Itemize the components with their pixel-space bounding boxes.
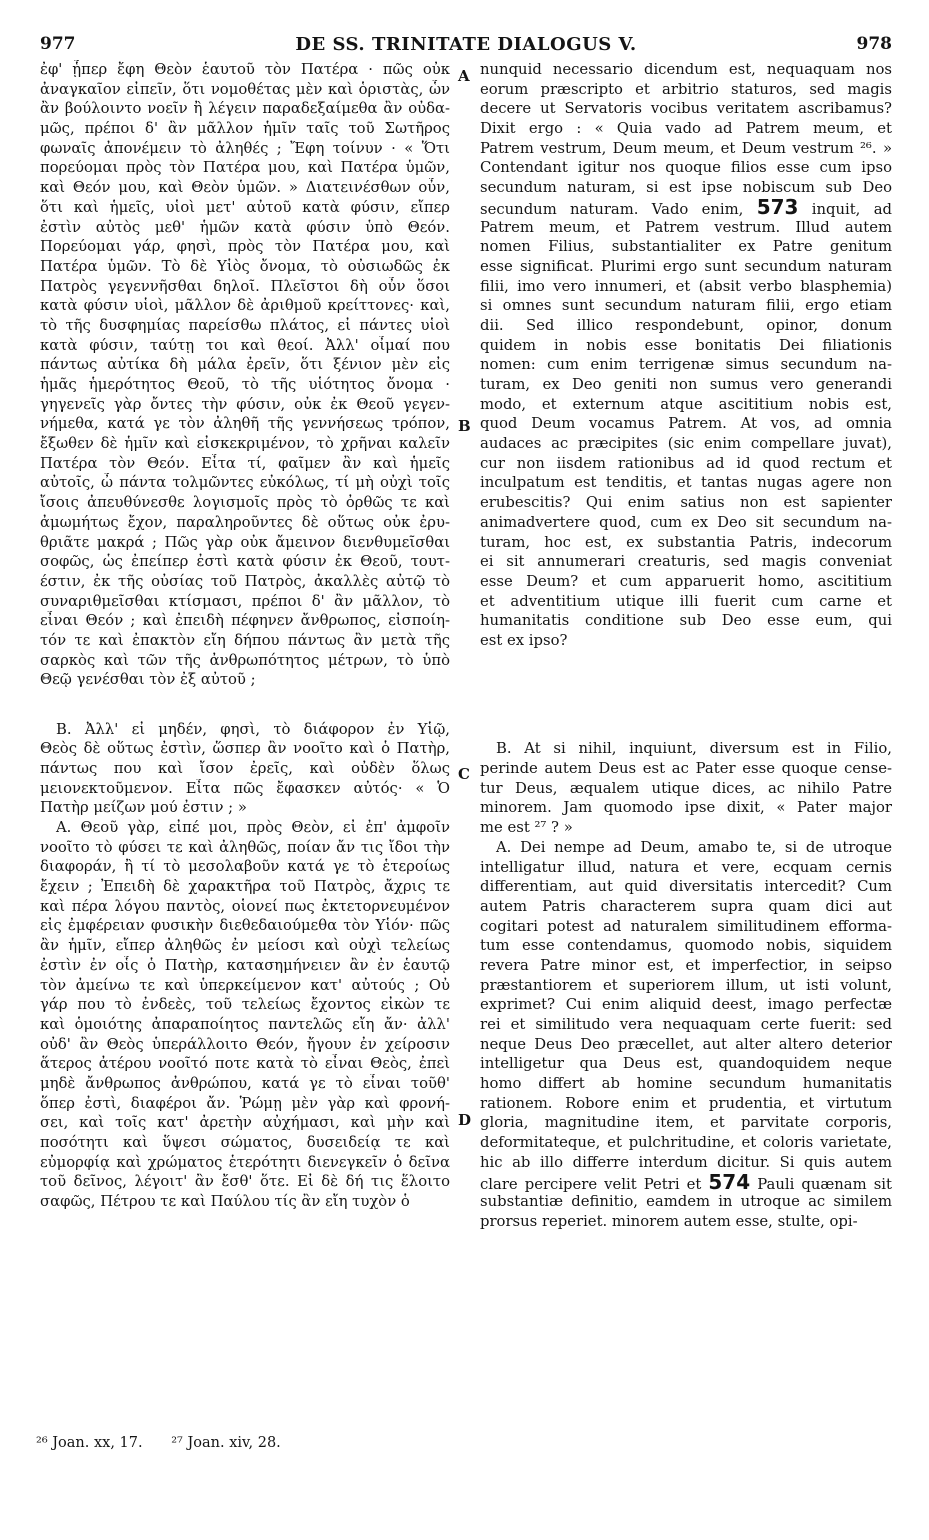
latin-text-line: rationem. Robore enim et prudentia, et virtutum (480, 1094, 892, 1112)
greek-column (40, 60, 450, 1212)
greek-text-line: συναριθμεῖσθαι κτίσμασι, πρέποι δ' ἂν μᾶλλον, τὸ (40, 592, 450, 610)
greek-text-line: σοφῶς, ὡς ἐπείπερ ἐστὶ κατὰ φύσιν ἐκ Θεοῦ, τουτ- (40, 553, 450, 571)
greek-text-line: ἅτερος ἀτέρου νοοῖτό ποτε κατὰ τὸ εἶναι Θεὸς, ἐπεὶ (40, 1055, 450, 1073)
page-number-right: 978 (856, 34, 892, 54)
latin-text-line: inculpatum est tenditis, et tantas nugas agere non (480, 474, 892, 492)
latin-text-line: audaces ac præcipites (sic enim compellare juvat), (480, 435, 892, 453)
latin-text-line: quidem in nobis esse bonitatis Dei filiationis (480, 336, 892, 354)
greek-text-line: πάντως αὐτίκα δὴ μάλα ἐρεῖν, ὅτι ξένιον μὲν εἰς (40, 356, 450, 374)
greek-text-line: τὸ τῆς δυσφημίας παρείσθω πλάτος, εἰ πάντες υἱοὶ (40, 316, 450, 334)
footnote-27: ²⁷ Joan. xiv, 28. (171, 1435, 281, 1451)
greek-text-line: καὶ πέρα λόγου παντὸς, οἱονεί πως ἐκτετορνευμένον (40, 897, 450, 915)
greek-text-line: αὐτοῖς, ὦ πάντα τολμῶντες εὐκόλως, τί μὴ οὐχὶ τοῖς (40, 474, 450, 492)
greek-text-line: μῶς, πρέποι δ' ἂν μᾶλλον ἡμῖν ταῖς τοῦ Σωτῆρος (40, 120, 450, 138)
greek-text-line: σαρκὸς καὶ τῶν τῆς ἀνθρωπότητος μέτρων, τὸ ὑπὸ (40, 651, 450, 669)
latin-text-line: Contendant igitur nos quoque filios esse cum ipso (480, 159, 892, 177)
latin-text-line: turam, hoc est, ex substantia Patris, indecorum (480, 533, 892, 551)
latin-text-line: et adventitium utique illi fuerit cum carne et (480, 592, 892, 610)
greek-text-line: εἰς ἐμφέρειαν φυσικὴν διεθεδαιούμεθα τὸν Υἱόν· πῶς (40, 917, 450, 935)
greek-text-line: πορεύομαι πρὸς τὸν Πατέρα μου, καὶ Πατέρα ὑμῶν, (40, 159, 450, 177)
greek-text-line: μειονεκτοῦμενον. Εἶτα πῶς ἔφασκεν αὐτός· « Ὁ (40, 779, 450, 797)
latin-text-line: Patrem vestrum, Deum meum, et Deum vestrum ²⁶. » (480, 139, 892, 157)
greek-text-line: νήμεθα, κατά γε τὸν ἀληθῆ τῆς γεννήσεως τρόπον, (40, 415, 450, 433)
greek-text-line: Θεὸς δὲ οὕτως ἐστὶν, ὥσπερ ἂν νοοῖτο καὶ ὁ Πατὴρ, (40, 740, 450, 758)
greek-text-line: έστιν, ἐκ τῆς οὐσίας τοῦ Πατρὸς, ἀκαλλὲς αὐτῷ τὸ (40, 572, 450, 590)
greek-text-line: ἀναγκαῖον εἰπεῖν, ὅτι νομοθέτας μὲν καὶ ὁριστὰς, ὧν (40, 80, 450, 98)
greek-text-line: τὸν ἀμείνω τε καὶ ὑπερκείμενον κατ' αὐτούς ; Οὐ (40, 976, 450, 994)
latin-column (480, 60, 892, 1232)
greek-text-line: εἶναι Θεόν ; καὶ ἐπειδὴ πέφηνεν ἄνθρωπος, εἰσποίη- (40, 612, 450, 630)
greek-text-line: Θεῷ γενέσθαι τὸν ἐξ αὐτοῦ ; (40, 671, 256, 689)
greek-text-line: οὐδ' ἂν Θεὸς ὑπεράλλοιτο Θεόν, ἤγουν ἐν χείροσιν (40, 1035, 450, 1053)
latin-text-line: me est ²⁷ ? » (480, 819, 573, 837)
latin-text-line: turam, ex Deo geniti non sumus vero generandi (480, 376, 892, 393)
latin-text-line: substantiæ definitio, eamdem in utroque ac similem (480, 1193, 892, 1211)
latin-text-line: humanitatis conditione sub Deo esse eum, qui (480, 612, 892, 630)
latin-text-line: hic ab illo differre interdum dicitur. Si quis autem (480, 1153, 892, 1171)
greek-text-line: Πατέρα τὸν Θεόν. Εἶτα τί, φαῖμεν ἂν καὶ ἡμεῖς (40, 454, 450, 472)
footnote-26: ²⁶ Joan. xx, 17. (36, 1435, 143, 1451)
greek-text-line: θριᾶτε μακρά ; Πῶς γὰρ οὐκ ἄμεινον διενθυμεῖσθαι (40, 533, 450, 551)
latin-text-line: homo differt ab homine secundum humanitatis (480, 1075, 892, 1093)
latin-text-line: nomen Filius, substantialiter ex Patre genitum (480, 238, 892, 256)
greek-text-line: πάντως που καὶ ἴσον ἐρεῖς, καὶ οὐδὲν ὅλως (40, 759, 450, 777)
latin-text-line: intelligatur illud, natura et vere, ecquam cernis (480, 858, 892, 876)
greek-text-line: ὅπερ ἐστὶ, διαφέροι ἄν. Ῥώμῃ μὲν γὰρ καὶ φρονή- (40, 1094, 450, 1112)
running-title: DE SS. TRINITATE DIALOGUS V. (295, 34, 637, 55)
latin-text-line: minorem. Jam quomodo ipse dixit, « Pater major (480, 799, 892, 817)
margin-letter-c: C (458, 765, 470, 783)
greek-text-line: ἔξωθεν δὲ ἡμῖν καὶ εἰσκεκριμένον, τὸ χρῆναι καλεῖν (40, 435, 450, 453)
latin-text-line: esse Deum? et cum apparuerit homo, ascititium (480, 572, 892, 590)
latin-text-line: deformitateque, et pulchritudine, et coloris varietate, (480, 1134, 892, 1152)
latin-text-line: B. At si nihil, inquiunt, diversum est in Filio, (496, 740, 892, 758)
greek-text-line: μηδὲ ἄνθρωπος ἀνθρώπου, κατά γε τὸ εἶναι τοῦθ' (40, 1074, 450, 1092)
greek-text-line: Α. Θεοῦ γὰρ, εἰπέ μοι, πρὸς Θεὸν, εἰ ἐπ' ἀμφοῖν (56, 819, 450, 837)
latin-text-line: modo, et externum atque ascititium nobis est, (480, 395, 892, 413)
paragraph-gap (40, 690, 450, 720)
margin-letter-b: B (458, 417, 471, 435)
margin-letter-d: D (458, 1111, 472, 1129)
latin-text-line: decere ut Servatoris vocibus veritatem ascribamus? (480, 100, 892, 118)
latin-text-line: tur Deus, æqualem utique dices, ac nihilo Patre (480, 779, 892, 797)
greek-text-line: τόν τε καὶ ἐπακτὸν εἴη δήπου πάντως ἂν μετὰ τῆς (40, 631, 450, 649)
paragraph-gap (480, 651, 892, 681)
latin-text-line: Dixit ergo : « Quia vado ad Patrem meum, et (480, 120, 892, 138)
latin-text-line: si omnes sunt secundum naturam filii, ergo etiam (480, 297, 892, 315)
greek-text-line: ἡμᾶς ἡμερότητος Θεοῦ, τὸ τῆς υἱότητος ὄνομα · (40, 376, 450, 393)
latin-text-line: rei et similitudo vera nequaquam certe fuerit: sed (480, 1016, 892, 1034)
greek-text-line: ἀμωμήτως ἔχον, παραληροῦντες δὲ οὕτως οὐκ ἐρυ- (40, 513, 450, 531)
latin-text-line: clare percipere velit Petri et 574 Pauli quænam sit (480, 1173, 892, 1193)
latin-text-line: intelligetur qua Deus est, quandoquidem neque (480, 1055, 892, 1073)
latin-text-line: erubescitis? Qui enim satius non est sapienter (480, 494, 892, 512)
running-header (40, 34, 892, 56)
latin-text-line: filii, imo vero innumeri, et (absit verbo blasphemia) (480, 277, 892, 295)
greek-text-line: ἐφ' ᾗπερ ἔφη Θεὸν ἑαυτοῦ τὸν Πατέρα · πῶς οὐκ (40, 61, 450, 78)
latin-text-line: ei sit annumerari creaturis, sed magis conveniat (480, 553, 892, 571)
greek-text-line: τοῦ δεῖνος, λέγοιτ' ἂν ἔσθ' ὅτε. Εἰ δὲ δή τις ἕλοιτο (40, 1173, 450, 1191)
latin-text-line: neque Deus Deo præcellet, aut alter altero deterior (480, 1035, 892, 1053)
latin-text-line: nomen: cum enim terrigenæ simus secundum na- (480, 356, 892, 374)
latin-text-line: esse significat. Plurimi ergo sunt secundum naturam (480, 257, 892, 275)
greek-text-line: κατὰ φύσιν, ταύτῃ τοι καὶ θεοί. Ἀλλ' οἶμαί που (40, 336, 450, 354)
latin-text-line: secundum naturam. Vado enim, 573 inquit, ad (480, 198, 892, 218)
margin-letter-a: A (458, 67, 470, 85)
paragraph-gap (480, 710, 892, 740)
greek-text-line: φωναῖς ἀπονέμειν τὸ ἀληθές ; Ἔφη τοίνυν · « Ὅτι (40, 139, 450, 157)
greek-text-line: ἂν ἡμῖν, εἴπερ ἀληθῶς ἐν μείοσι καὶ οὐχὶ τελείως (40, 937, 450, 955)
greek-text-line: καὶ ὁμοιότης ἀπαραποίητος παντελῶς εἴη ἄν· ἀλλ' (40, 1015, 450, 1033)
greek-text-line: Πατέρα ὑμῶν. Τὸ δὲ Υἱὸς ὄνομα, τὸ οὐσιωδῶς ἐκ (40, 257, 450, 275)
latin-text-line: exprimet? Cui enim aliquid deest, imago perfectæ (480, 996, 892, 1014)
latin-text-line: præstantiorem et superiorem illum, ut isti volunt, (480, 976, 892, 994)
greek-text-line: εὐμορφίᾳ καὶ χρώματος ἑτερότητι διενεγκεῖν ὁ δεῖνα (40, 1153, 450, 1171)
page-number-left: 977 (40, 34, 76, 54)
paragraph-gap (480, 680, 892, 710)
greek-text-line: γηγενεῖς γὰρ ὄντες τὴν φύσιν, οὐκ ἐκ Θεοῦ γεγεν- (40, 395, 450, 413)
latin-text-line: revera Patre minor est, et imperfectior, in seipso (480, 956, 892, 974)
latin-text-line: cogitari potest ad naturalem similitudinem efforma- (480, 917, 892, 935)
latin-text-line: dii. Sed illico respondebunt, opinor, donum (480, 316, 892, 334)
greek-text-line: ἔχειν ; Ἐπειδὴ δὲ χαρακτῆρα τοῦ Πατρὸς, ἄχρις τε (40, 878, 450, 896)
greek-text-line: διαφοράν, ἢ τί τὸ μεσολαβοῦν κατά γε τὸ ἑτεροίως (40, 858, 450, 876)
greek-text-line: Πατρὸς γεγεννῆσθαι δηλοῖ. Πλεῖστοι δὴ οὖν ὅσοι (40, 277, 450, 295)
greek-text-line: καὶ Θεόν μου, καὶ Θεὸν ὑμῶν. » Διατεινέσθων οὖν, (40, 179, 450, 197)
greek-text-line: ἐστὶν ἐν οἷς ὁ Πατὴρ, κατασημήνειεν ἂν ἐν ἑαυτῷ (40, 956, 450, 974)
latin-text-line: autem Patris characterem supra quam dici aut (480, 897, 892, 915)
greek-text-line: γάρ που τὸ ἐνδεὲς, τοῦ τελείως ἔχοντος εἰκὼν τε (40, 996, 450, 1014)
latin-text-line: nunquid necessario dicendum est, nequaquam nos (480, 61, 892, 78)
latin-text-line: prorsus reperiet. minorem autem esse, stulte, opi- (480, 1212, 858, 1230)
marginal-page-number: 573 (756, 197, 799, 218)
latin-text-line: animadvertere quod, cum ex Deo sit secundum na- (480, 513, 892, 531)
greek-text-line: νοοῖτο τὸ φύσει τε καὶ ἀληθῶς, ποίαν ἄν τις ἴδοι τὴν (40, 838, 450, 856)
latin-text-line: A. Dei nempe ad Deum, amabo te, si de utroque (496, 838, 892, 856)
latin-text-line: secundum naturam, si est ipse nobiscum sub Deo (480, 179, 892, 197)
greek-text-line: ὅτι καὶ ἡμεῖς, υἱοὶ μετ' αὐτοῦ κατὰ φύσιν, εἴπερ (40, 198, 450, 216)
latin-text-line: gloria, magnitudine item, et parvitate corporis, (480, 1114, 892, 1132)
latin-text-line: est ex ipso? (480, 631, 568, 649)
footnotes (36, 1435, 456, 1451)
latin-text-line: eorum præscripto et arbitrio staturos, sed magis (480, 80, 892, 98)
greek-text-line: Β. Ἀλλ' εἰ μηδέν, φησὶ, τὸ διάφορον ἐν Υἱῷ, (56, 720, 450, 738)
greek-text-line: Πορεύομαι γάρ, φησὶ, πρὸς τὸν Πατέρα μου, καὶ (40, 238, 450, 256)
latin-text-line: tum esse contendamus, quomodo nobis, siquidem (480, 937, 892, 955)
latin-text-line: quod Deum vocamus Patrem. At vos, ad omnia (480, 415, 892, 433)
latin-text-line: cur non iisdem rationibus ad id quod rectum et (480, 454, 892, 472)
greek-text-line: ἂν βούλοιντο νοεῖν ἢ λέγειν παραδεξαίμεθα ἂν οὐδα- (40, 100, 450, 118)
greek-text-line: σαφῶς, Πέτρου τε καὶ Παύλου τίς ἂν εἴη τυχὸν ὁ (40, 1193, 410, 1211)
greek-text-line: σει, καὶ τοῖς κατ' ἀρετὴν αὐχήμασι, καὶ μὴν καὶ (40, 1114, 450, 1132)
greek-text-line: κατὰ φύσιν υἱοὶ, μᾶλλον δὲ ἀριθμοῦ κρείττονες· καὶ, (40, 297, 450, 315)
greek-text-line: ποσότητι καὶ ὕψεσι σώματος, δυσειδείᾳ τε καὶ (40, 1134, 450, 1152)
greek-text-line: ἐστὶν αὐτὸς μεθ' ἡμῶν κατὰ φύσιν ὑπὸ Θεόν. (40, 218, 450, 236)
marginal-page-number: 574 (708, 1172, 751, 1193)
latin-text-line: perinde autem Deus est ac Pater esse quoque cense- (480, 760, 892, 778)
latin-text-line: Patrem meum, et Patrem vestrum. Illud autem (480, 218, 892, 236)
greek-text-line: ἴσοις ἀπευθύνεσθε λογισμοῖς πρὸς τὸ ὀρθῶς τε καὶ (40, 494, 450, 512)
latin-text-line: differentiam, aut quid diversitatis intercedit? Cum (480, 878, 892, 896)
greek-text-line: Πατὴρ μείζων μού ἐστιν ; » (40, 799, 247, 817)
